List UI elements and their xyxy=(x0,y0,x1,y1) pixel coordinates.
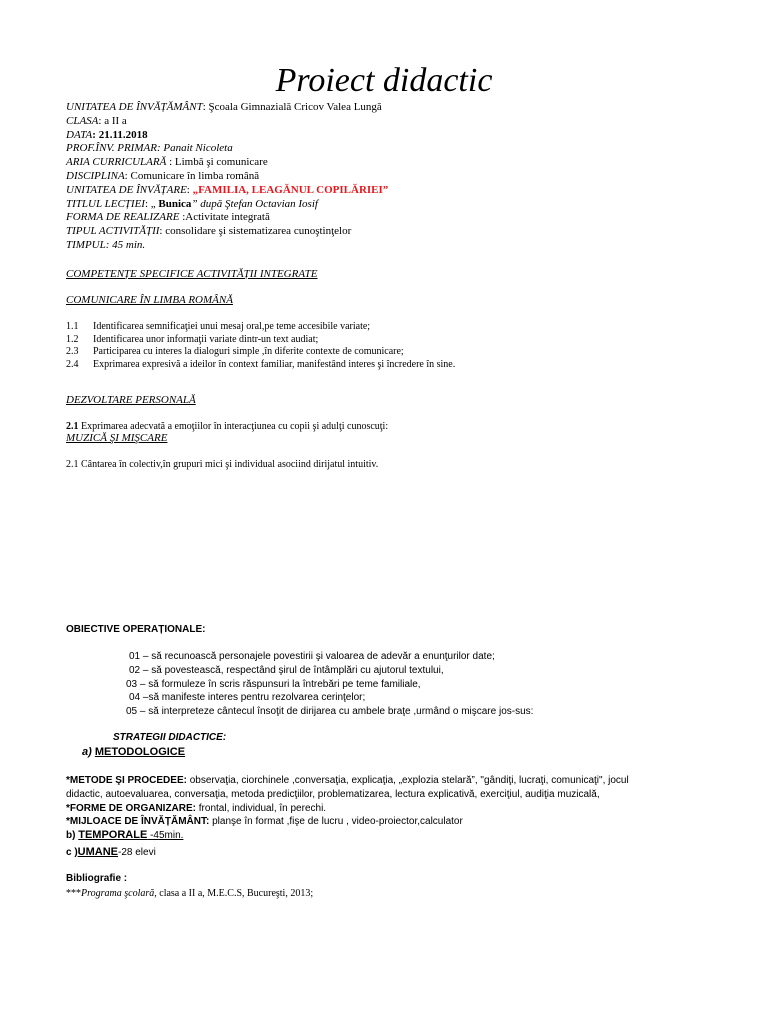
umane-line: c )UMANE-28 elevi xyxy=(66,846,156,858)
mijloace-line: *MIJLOACE DE ÎNVĂȚĂMÂNT: planşe în format ,fişe de lucru , video-proiector,calculator xyxy=(66,816,463,827)
temporale-line: b) TEMPORALE -45min. xyxy=(66,829,184,841)
header-clasa: CLASA: a II a xyxy=(66,114,127,127)
bibliografie-item: ***Programa şcolară, clasa a II a, M.E.C.S, Bucureşti, 2013; xyxy=(66,888,314,899)
dp-item: 2.1 Exprimarea adecvată a emoţiilor în interacţiunea cu copii şi adulţi cunoscuţi: xyxy=(66,421,389,432)
list-item: 05 – să interpreteze cântecul însoţit de dirijarea cu ambele braţe ,urmând o mişcare jos-sus: xyxy=(126,706,534,717)
metode-line-1: *METODE ŞI PROCEDEE: observaţia, ciorchinele ,conversaţia, explicaţia, „explozia stelară”, "gândiţi, lucraţi, comunicaţi", jocul xyxy=(66,775,629,786)
list-item: 1.1 Identificarea semnificaţiei unui mesaj oral,pe teme accesibile variate; xyxy=(66,321,371,332)
clr-list xyxy=(66,321,455,371)
msm-item: 2.1 Cântarea în colectiv,în grupuri mici şi individual asociind dirijatul intuitiv. xyxy=(66,459,379,470)
competente-heading: COMPETENȚE SPECIFICE ACTIVITĂȚII INTEGRATE xyxy=(66,268,318,280)
header-tipul: TIPUL ACTIVITĂȚII: consolidare şi sistematizarea cunoştinţelor xyxy=(66,225,352,238)
msm-heading: MUZICĂ ŞI MIŞCARE xyxy=(66,432,168,444)
list-item: 04 –să manifeste interes pentru rezolvarea cerinţelor; xyxy=(129,692,366,703)
clr-heading: COMUNICARE ÎN LIMBA ROMÂNĂ xyxy=(66,294,233,306)
list-item: 01 – să recunoască personajele povestirii şi valoarea de adevăr a enunţurilor date; xyxy=(129,651,495,662)
header-timpul: TIMPUL: 45 min. xyxy=(66,238,146,251)
header-block xyxy=(66,101,388,253)
list-item: 1.2 Identificarea unor informaţii variate dintr-un text audiat; xyxy=(66,333,319,345)
obiective-heading: OBIECTIVE OPERAȚIONALE: xyxy=(66,624,206,635)
forme-line: *FORME DE ORGANIZARE: frontal, individual, în perechi. xyxy=(66,803,327,814)
dp-heading: DEZVOLTARE PERSONALĂ xyxy=(66,394,196,406)
header-data: DATA: 21.11.2018 xyxy=(66,128,148,141)
list-item: 2.4 Exprimarea expresivă a ideilor în context familiar, manifestând interes şi încredere în sine. xyxy=(66,358,456,370)
header-unitate: UNITATEA DE ÎNVĂȚĂMÂNT: Şcoala Gimnazială Cricov Valea Lungă xyxy=(66,101,382,113)
header-disciplina: DISCIPLINA: Comunicare în limba română xyxy=(66,169,260,182)
header-aria: ARIA CURRICULARĂ : Limbă şi comunicare xyxy=(66,156,268,169)
list-item: 02 – să povestească, respectând şirul de întâmplări cu ajutorul textului, xyxy=(129,665,444,676)
document-title: Proiect didactic xyxy=(275,62,493,99)
list-item: 2.3 Participarea cu interes la dialoguri simple ,în diferite contexte de comunicare; xyxy=(66,346,404,357)
header-forma: FORMA DE REALIZARE :Activitate integrată xyxy=(66,211,270,224)
bibliografie-heading: Bibliografie : xyxy=(66,873,128,884)
header-prof: PROF.ÎNV. PRIMAR: Panait Nicoleta xyxy=(66,142,233,155)
metode-line-2: didactic, autoevaluarea, conversaţia, metoda predicţiilor, problematizarea, lectura explicativă, exerciţiul, audiţia muzicală, xyxy=(66,789,600,800)
strategii-heading: STRATEGII DIDACTICE: xyxy=(113,732,227,743)
list-item: 03 – să formuleze în scris răspunsuri la întrebări pe teme familiale, xyxy=(126,679,421,690)
metodologice-row: a) METODOLOGICE xyxy=(82,746,186,758)
header-titlul: TITLUL LECȚIEI: „ Bunica” după Ştefan Octavian Iosif xyxy=(66,197,318,210)
header-unitate-invatare: UNITATEA DE ÎNVĂȚARE: „FAMILIA, LEAGĂNUL COPILĂRIEI” xyxy=(66,183,389,196)
